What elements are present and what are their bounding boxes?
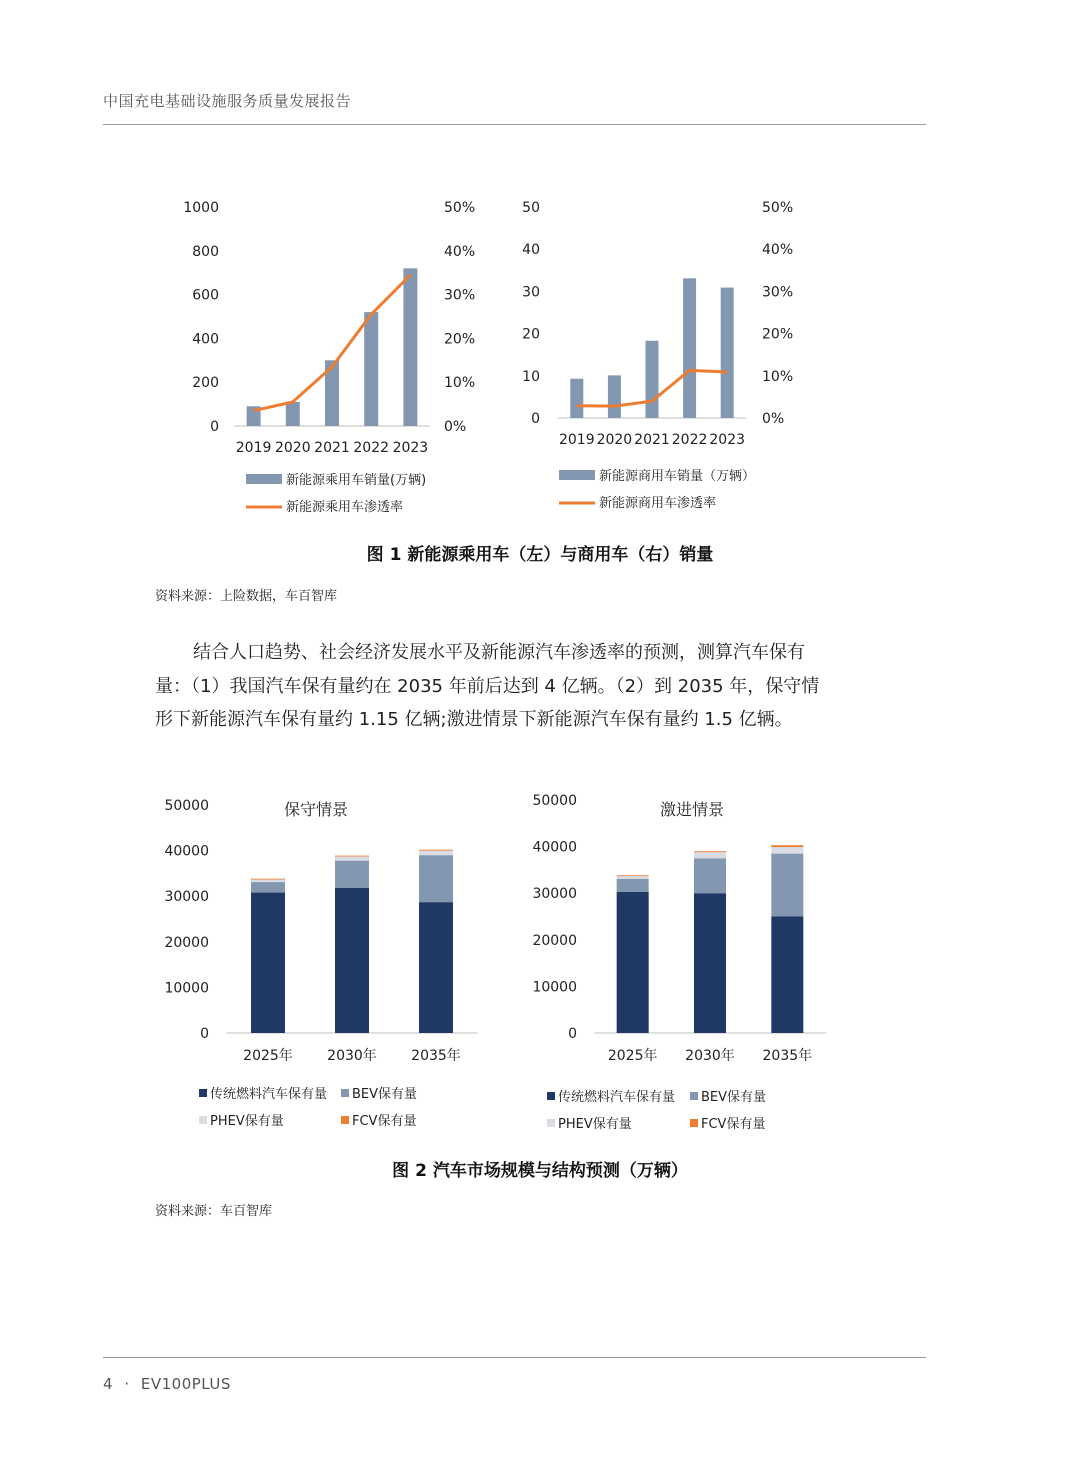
legend-swatch bbox=[547, 1092, 555, 1100]
x-tick-label: 2021 bbox=[634, 432, 670, 448]
legend-swatch bbox=[547, 1119, 555, 1127]
legend-label: 传统燃料汽车保有量 bbox=[558, 1090, 676, 1105]
bar-segment bbox=[419, 850, 453, 851]
y-tick-label: 0 bbox=[200, 1026, 209, 1042]
right-tick-label: 20% bbox=[444, 331, 476, 348]
footer-rule bbox=[103, 1357, 926, 1358]
bar-segment bbox=[617, 875, 649, 876]
figure1-source: 资料来源：上险数据，车百智库 bbox=[155, 589, 338, 604]
x-tick-label: 2025年 bbox=[607, 1048, 658, 1064]
bar bbox=[608, 375, 621, 418]
chart-title: 激进情景 bbox=[659, 800, 725, 819]
bar-segment bbox=[771, 845, 803, 847]
left-tick-label: 10 bbox=[522, 368, 540, 385]
y-tick-label: 40000 bbox=[532, 839, 577, 856]
right-tick-label: 0% bbox=[762, 411, 785, 427]
bar-segment bbox=[251, 879, 285, 880]
bar-segment bbox=[419, 855, 453, 902]
left-tick-label: 1000 bbox=[183, 200, 219, 216]
left-tick-label: 800 bbox=[192, 243, 219, 260]
footer-separator: · bbox=[124, 1375, 130, 1393]
legend-label: BEV保有量 bbox=[352, 1087, 418, 1102]
x-tick-label: 2020 bbox=[596, 432, 633, 448]
bar-segment bbox=[251, 882, 285, 892]
bar bbox=[646, 341, 659, 418]
left-tick-label: 30 bbox=[522, 284, 540, 301]
right-tick-label: 10% bbox=[444, 375, 476, 392]
x-tick-label: 2020 bbox=[274, 440, 311, 456]
x-tick-label: 2022 bbox=[353, 440, 390, 456]
right-tick-label: 50% bbox=[762, 200, 794, 216]
y-tick-label: 10000 bbox=[164, 980, 209, 997]
legend-label: FCV保有量 bbox=[701, 1117, 766, 1132]
bar bbox=[403, 268, 417, 426]
right-tick-label: 30% bbox=[762, 284, 794, 301]
bar bbox=[286, 402, 300, 426]
x-tick-label: 2035年 bbox=[411, 1048, 461, 1064]
left-tick-label: 0 bbox=[531, 411, 540, 427]
right-tick-label: 0% bbox=[444, 419, 467, 435]
x-tick-label: 2030年 bbox=[327, 1048, 377, 1064]
x-tick-label: 2021 bbox=[314, 440, 350, 456]
left-tick-label: 600 bbox=[192, 287, 219, 304]
chart-commercial bbox=[522, 200, 793, 511]
footer-brand: EV100PLUS bbox=[140, 1375, 231, 1393]
bar bbox=[721, 288, 734, 418]
legend-swatch bbox=[341, 1116, 349, 1124]
legend-label: 新能源乘用车渗透率 bbox=[286, 500, 404, 515]
report-title: 中国充电基础设施服务质量发展报告 bbox=[103, 92, 352, 110]
legend-label: PHEV保有量 bbox=[558, 1117, 632, 1132]
legend-swatch bbox=[199, 1116, 207, 1124]
bar-segment bbox=[694, 893, 726, 1033]
y-tick-label: 20000 bbox=[532, 932, 577, 949]
legend-label: 新能源商用车销量（万辆） bbox=[599, 469, 756, 484]
bar-segment bbox=[617, 892, 649, 1033]
bar-segment bbox=[335, 856, 369, 857]
bar-segment bbox=[694, 852, 726, 858]
x-tick-label: 2019 bbox=[235, 440, 272, 456]
y-tick-label: 40000 bbox=[164, 843, 209, 860]
legend-label: 新能源乘用车销量(万辆) bbox=[286, 473, 427, 488]
bar-segment bbox=[419, 902, 453, 1033]
chart-aggressive bbox=[532, 793, 826, 1132]
y-tick-label: 0 bbox=[568, 1026, 577, 1042]
legend-label: PHEV保有量 bbox=[210, 1114, 284, 1129]
bar-segment bbox=[335, 888, 369, 1033]
bar-segment bbox=[335, 861, 369, 888]
right-tick-label: 20% bbox=[762, 326, 794, 343]
bar-segment bbox=[694, 858, 726, 893]
right-tick-label: 40% bbox=[762, 242, 794, 259]
figure2-source: 资料来源：车百智库 bbox=[155, 1204, 273, 1219]
legend-swatch-bar bbox=[559, 470, 595, 480]
y-tick-label: 50000 bbox=[164, 798, 209, 814]
bar-segment bbox=[771, 847, 803, 854]
bar-segment bbox=[251, 893, 285, 1033]
bar-segment bbox=[419, 851, 453, 856]
x-tick-label: 2019 bbox=[558, 432, 595, 448]
bar-segment bbox=[694, 851, 726, 852]
right-tick-label: 40% bbox=[444, 243, 476, 260]
left-tick-label: 200 bbox=[192, 375, 219, 392]
bar bbox=[683, 278, 696, 418]
x-tick-label: 2023 bbox=[392, 440, 429, 456]
figure2-caption: 图 2 汽车市场规模与结构预测（万辆） bbox=[392, 1161, 688, 1181]
legend-swatch bbox=[690, 1119, 698, 1127]
right-tick-label: 10% bbox=[762, 368, 794, 385]
y-tick-label: 50000 bbox=[532, 793, 577, 809]
x-tick-label: 2030年 bbox=[685, 1048, 735, 1064]
bar-segment bbox=[771, 854, 803, 917]
figure1-caption: 图 1 新能源乘用车（左）与商用车（右）销量 bbox=[366, 545, 714, 565]
x-tick-label: 2022 bbox=[671, 432, 708, 448]
left-tick-label: 400 bbox=[192, 331, 219, 348]
chart-passenger bbox=[183, 200, 475, 515]
footer bbox=[103, 1375, 231, 1393]
bar-segment bbox=[335, 856, 369, 861]
left-tick-label: 50 bbox=[522, 200, 540, 216]
chart-title: 保守情景 bbox=[283, 800, 349, 819]
legend-label: 传统燃料汽车保有量 bbox=[210, 1087, 328, 1102]
left-tick-label: 40 bbox=[522, 242, 540, 259]
bar bbox=[364, 312, 378, 426]
y-tick-label: 10000 bbox=[532, 979, 577, 996]
paragraph-text: 结合人口趋势、社会经济发展水平及新能源汽车渗透率的预测，测算汽车保有量：（1）我国汽车保有量约在 2035 年前后达到 4 亿辆。（2）到 2035 年，保守情形下新能源汽车保有量约 1.15 亿辆;激进情景下新能源汽车保有量约 1.5 亿辆。 bbox=[155, 642, 820, 730]
right-tick-label: 30% bbox=[444, 287, 476, 304]
body-paragraph bbox=[155, 636, 835, 737]
bar-segment bbox=[771, 917, 803, 1034]
chart-conservative bbox=[164, 798, 478, 1129]
x-tick-label: 2023 bbox=[709, 432, 746, 448]
bar bbox=[570, 379, 583, 418]
y-tick-label: 30000 bbox=[164, 889, 209, 906]
legend-swatch bbox=[199, 1089, 207, 1097]
legend-label: FCV保有量 bbox=[352, 1114, 417, 1129]
y-tick-label: 30000 bbox=[532, 886, 577, 903]
right-tick-label: 50% bbox=[444, 200, 476, 216]
x-tick-label: 2025年 bbox=[243, 1048, 293, 1064]
left-tick-label: 0 bbox=[210, 419, 219, 435]
legend-label: BEV保有量 bbox=[701, 1090, 767, 1105]
x-tick-label: 2035年 bbox=[762, 1048, 813, 1064]
legend-swatch-bar bbox=[246, 474, 282, 484]
left-tick-label: 20 bbox=[522, 326, 540, 343]
legend-swatch bbox=[341, 1089, 349, 1097]
legend-label: 新能源商用车渗透率 bbox=[599, 496, 717, 511]
y-tick-label: 20000 bbox=[164, 934, 209, 951]
legend-swatch bbox=[690, 1092, 698, 1100]
page-number: 4 bbox=[103, 1375, 114, 1393]
bar-segment bbox=[617, 879, 649, 892]
